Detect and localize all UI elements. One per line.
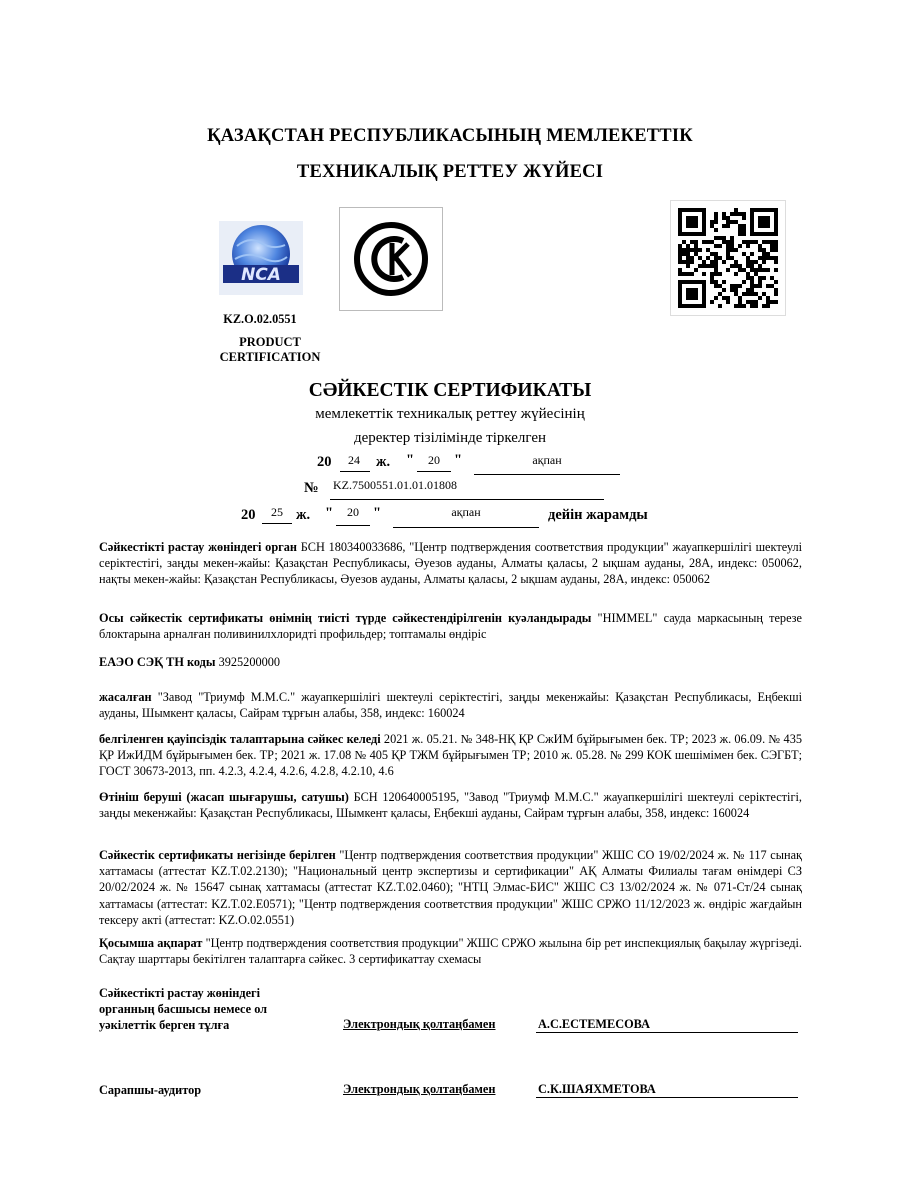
extra-info-section [99, 935, 802, 967]
header-line-2: ТЕХНИКАЛЫҚ РЕТТЕУ ЖҮЙЕСІ [296, 162, 604, 182]
valid-year-underline [262, 523, 292, 524]
certificate-number: KZ.7500551.01.01.01808 [333, 478, 457, 492]
head-name-underline [536, 1032, 798, 1033]
valid-month: ақпан [451, 505, 481, 519]
conformity-mark-logo [339, 207, 443, 311]
reg-day: 20 [428, 453, 440, 467]
certification-body-section [99, 539, 802, 588]
reg-year-suffix: 24 [348, 453, 360, 467]
head-signature-method: Электрондық қолтаңбамен [343, 1017, 496, 1031]
requirements-label: белгіленген қауіпсіздік талаптарына сәйкес келеді [99, 732, 381, 746]
requirements-section [99, 731, 802, 780]
manufacturer-text: "Завод "Триумф М.М.С." жауапкершілігі шектеулі серіктестігі, заңды мекенжайы: Қазақстан Республикасы, Еңбекші ауданы, Шымкент қаласы, Сайрам тұрғын алабы, 358, индекс: 160024 [99, 690, 803, 721]
certificate-subtitle-2: деректер тізілімінде тіркелген [353, 430, 547, 446]
header-line-1: ҚАЗАҚСТАН РЕСПУБЛИКАСЫНЫҢ МЕМЛЕКЕТТІК [207, 126, 693, 146]
product-certification-label [195, 335, 345, 365]
certification-body-text: БСН 180340033686, "Центр подтверждения соответствия продукции" жауапкершілігі шектеулі серіктестігі, заңды мекен-жайы: Қазақстан Республикасы, Әуезов ауданы, Алматы қаласы, 2 ықшам ауданы, 28А, индекс: 050062, нақты мекен-жайы: Қазақстан Республикасы, Әуезов ауданы, Алматы қаласы, 2 ықшам ауданы, 28А, индекс: 050062 [99, 540, 803, 587]
reg-day-underline [417, 471, 451, 472]
auditor-name: С.К.ШАЯХМЕТОВА [538, 1082, 656, 1096]
tnved-code: 3925200000 [218, 655, 281, 669]
valid-day-underline [336, 525, 370, 526]
applicant-section [99, 789, 802, 821]
reg-year-prefix: 20 [317, 454, 332, 470]
product-text: "HIMMEL" сауда маркасының терезе блоктарына арналған поливинилхлоридті профильдер; топтамалы өндіріс [99, 611, 802, 642]
accreditation-code: KZ.O.02.0551 [223, 312, 297, 326]
certification-body-label: Сәйкестікті растау жөніндегі орган [99, 540, 297, 554]
head-signatory-line-1: Сәйкестікті растау жөніндегі [99, 986, 261, 1000]
valid-month-underline [393, 527, 539, 528]
basis-text: "Центр подтверждения соответствия продукции" ЖШС СО 19/02/2024 ж. № 117 сынақ хаттамасы (аттестат KZ.T.02.2130); "Национальный центр экспертизы и сертификации" АҚ Алматы Филиалы тағам өнімдері СЗ 20/02/2024 ж. № 15647 сынақ хаттамасы (аттестат KZ.T.02.0460); "НТЦ Элмас-БИС" ЖШС СЗ 13/02/2024 ж. № 071-Ст/24 сынақ хаттамасы (аттестат: KZ.T.02.E0571); "Центр подтверждения соответствия продукции" ЖШС СРЖО 11/12/2023 ж. өндіріс жағдайын тексеру акті (аттестат: KZ.O.02.0551) [99, 848, 803, 927]
head-signatory-line-3: уәкілеттік берген тұлға [99, 1018, 230, 1032]
reg-month: ақпан [532, 453, 562, 467]
number-label: № [304, 480, 319, 496]
basis-section [99, 847, 802, 928]
product-certification-line-2: CERTIFICATION [219, 350, 321, 364]
product-certification-line-1: PRODUCT [239, 335, 301, 349]
head-signatory-name: А.С.ЕСТЕМЕСОВА [538, 1017, 650, 1031]
valid-day-quote-open: " [325, 505, 334, 521]
auditor-name-underline [536, 1097, 798, 1098]
product-section [99, 610, 802, 642]
nca-logo [219, 221, 303, 295]
tnved-label: ЕАЭО СЭҚ ТН коды [99, 655, 216, 669]
manufacturer-section [99, 689, 802, 721]
extra-info-text: "Центр подтверждения соответствия продукции" ЖШС СРЖО жылына бір рет инспекциялық бақылау жүргізеді. Сақтау шарттары бекітілген талаптарға сәйкес. 3 сертификаттау схемасы [99, 936, 802, 967]
requirements-text: 2021 ж. 05.21. № 348-НҚ ҚР СжИМ бұйрығымен бек. ТР; 2023 ж. 06.09. № 435 ҚР ИжИДМ бұйрығымен бек. ТР; 2021 ж. 17.08 № 405 ҚР ТЖМ бұйрығымен ТР; 2010 ж. 05.28. № 299 КОК шешімімен бек. СЭГБТ; ГОСТ 30673-2013, пп. 4.2.3, 4.2.4, 4.2.6, 4.2.8, 4.2.10, 4.6 [99, 732, 802, 779]
manufacturer-label: жасалған [99, 690, 152, 704]
nca-logo-text: NCA [241, 265, 281, 285]
reg-day-quote-close: " [454, 452, 463, 468]
valid-day-quote-close: " [373, 505, 382, 521]
applicant-label: Өтініш беруші (жасап шығарушы, сатушы) [99, 790, 349, 804]
qr-code [670, 200, 786, 316]
reg-month-underline [474, 474, 620, 475]
product-label: Осы сәйкестік сертификаты өнімнің тиісті түрде сәйкестендірілгенін куәландырады [99, 611, 592, 625]
applicant-text: БСН 120640005195, "Завод "Триумф М.М.С." жауапкершілігі шектеулі серіктестігі, заңды мекенжайы: Қазақстан Республикасы, Шымкент қаласы, Еңбекші ауданы, Сайрам тұрғын алабы, 358, индекс: 160024 [99, 790, 802, 821]
valid-day: 20 [347, 505, 359, 519]
head-signatory-line-2: органның басшысы немесе ол [99, 1002, 268, 1016]
head-signatory-label [99, 985, 267, 1033]
valid-year-prefix: 20 [241, 507, 256, 523]
certificate-title: СӘЙКЕСТІК СЕРТИФИКАТЫ [308, 380, 592, 401]
reg-day-quote-open: " [406, 452, 415, 468]
extra-info-label: Қосымша ақпарат [99, 936, 203, 950]
valid-year-suffix: 25 [271, 505, 283, 519]
valid-year-label: ж. [296, 507, 311, 523]
tnved-section [99, 654, 802, 670]
auditor-signature-method: Электрондық қолтаңбамен [343, 1082, 496, 1096]
reg-year-label: ж. [376, 454, 391, 470]
auditor-label: Сарапшы-аудитор [99, 1083, 202, 1097]
number-underline [330, 499, 604, 500]
certificate-subtitle-1: мемлекеттік техникалық реттеу жүйесінің [315, 406, 585, 422]
valid-until-label: дейін жарамды [548, 507, 648, 523]
basis-label: Сәйкестік сертификаты негізінде берілген [99, 848, 336, 862]
reg-year-underline [340, 471, 370, 472]
